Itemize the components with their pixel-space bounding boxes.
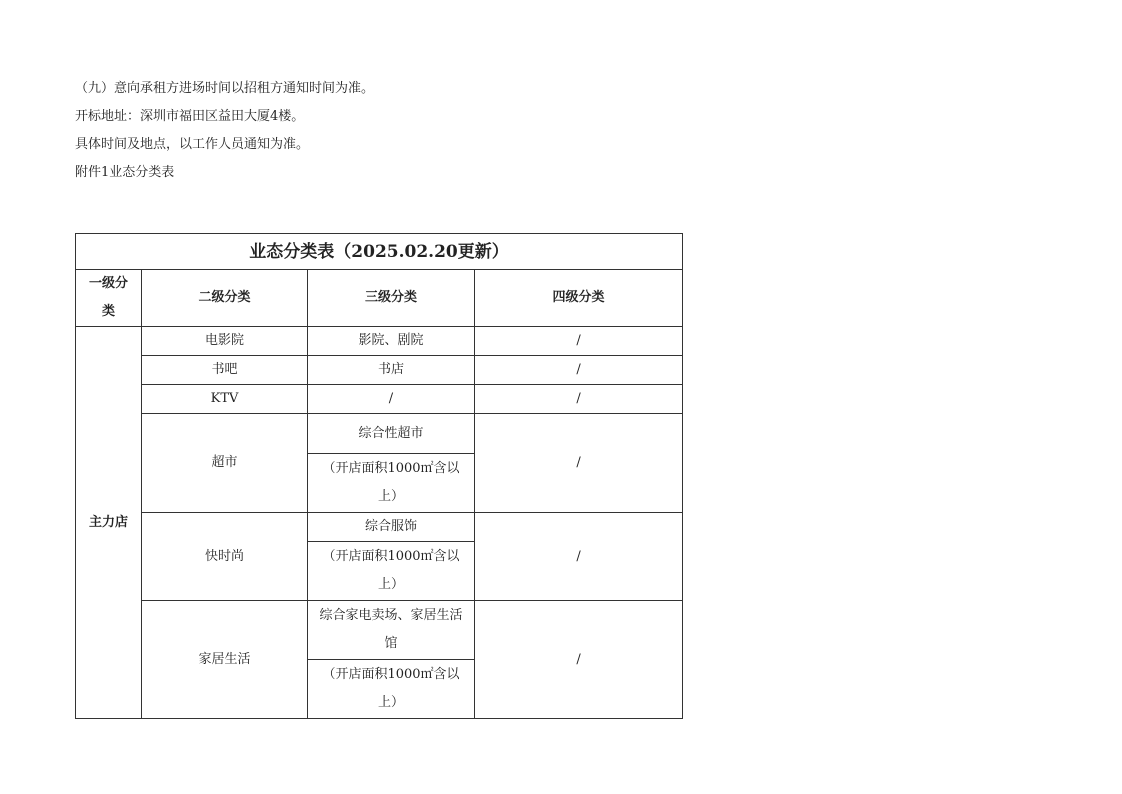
table-row — [76, 513, 683, 542]
paragraph-time-place: 具体时间及地点，以工作人员通知为准。 — [75, 137, 310, 152]
table-row — [76, 356, 683, 385]
level2-cell: 超市 — [142, 414, 308, 513]
level3-cell: 综合性超市 — [308, 414, 475, 454]
level3-cell: 影院、剧院 — [308, 327, 475, 356]
level3-note-cell: （开店面积1000㎡含以上） — [308, 542, 475, 601]
level2-cell: 电影院 — [142, 327, 308, 356]
level3-cell: / — [308, 385, 475, 414]
table-row — [76, 414, 683, 454]
business-category-table — [75, 233, 683, 719]
table-row — [76, 327, 683, 356]
table-title-row — [76, 234, 683, 270]
level3-cell: 综合服饰 — [308, 513, 475, 542]
body-text — [75, 75, 775, 187]
level4-cell: / — [475, 414, 683, 513]
level2-cell: 家居生活 — [142, 601, 308, 719]
header-level4: 四级分类 — [475, 270, 683, 327]
level2-cell: KTV — [142, 385, 308, 414]
level2-cell: 快时尚 — [142, 513, 308, 601]
level3-note-cell: （开店面积1000㎡含以上） — [308, 660, 475, 719]
level4-cell: / — [475, 385, 683, 414]
level3-cell: 综合家电卖场、家居生活馆 — [308, 601, 475, 660]
table-title: 业态分类表（2025.02.20更新） — [76, 234, 683, 270]
header-level1: 一级分类 — [76, 270, 142, 327]
table-header-row — [76, 270, 683, 327]
paragraph-entry-time: （九）意向承租方进场时间以招租方通知时间为准。 — [75, 81, 375, 96]
level4-cell: / — [475, 356, 683, 385]
level4-cell: / — [475, 327, 683, 356]
table-row — [76, 601, 683, 660]
level4-cell: / — [475, 513, 683, 601]
paragraph-bid-address: 开标地址：深圳市福田区益田大厦4楼。 — [75, 109, 305, 124]
level3-cell: 书店 — [308, 356, 475, 385]
paragraph-attachment: 附件1业态分类表 — [75, 165, 175, 180]
header-level2: 二级分类 — [142, 270, 308, 327]
level3-note-cell: （开店面积1000㎡含以上） — [308, 454, 475, 513]
level2-cell: 书吧 — [142, 356, 308, 385]
level4-cell: / — [475, 601, 683, 719]
level1-cell: 主力店 — [76, 327, 142, 719]
table-row — [76, 385, 683, 414]
header-level3: 三级分类 — [308, 270, 475, 327]
